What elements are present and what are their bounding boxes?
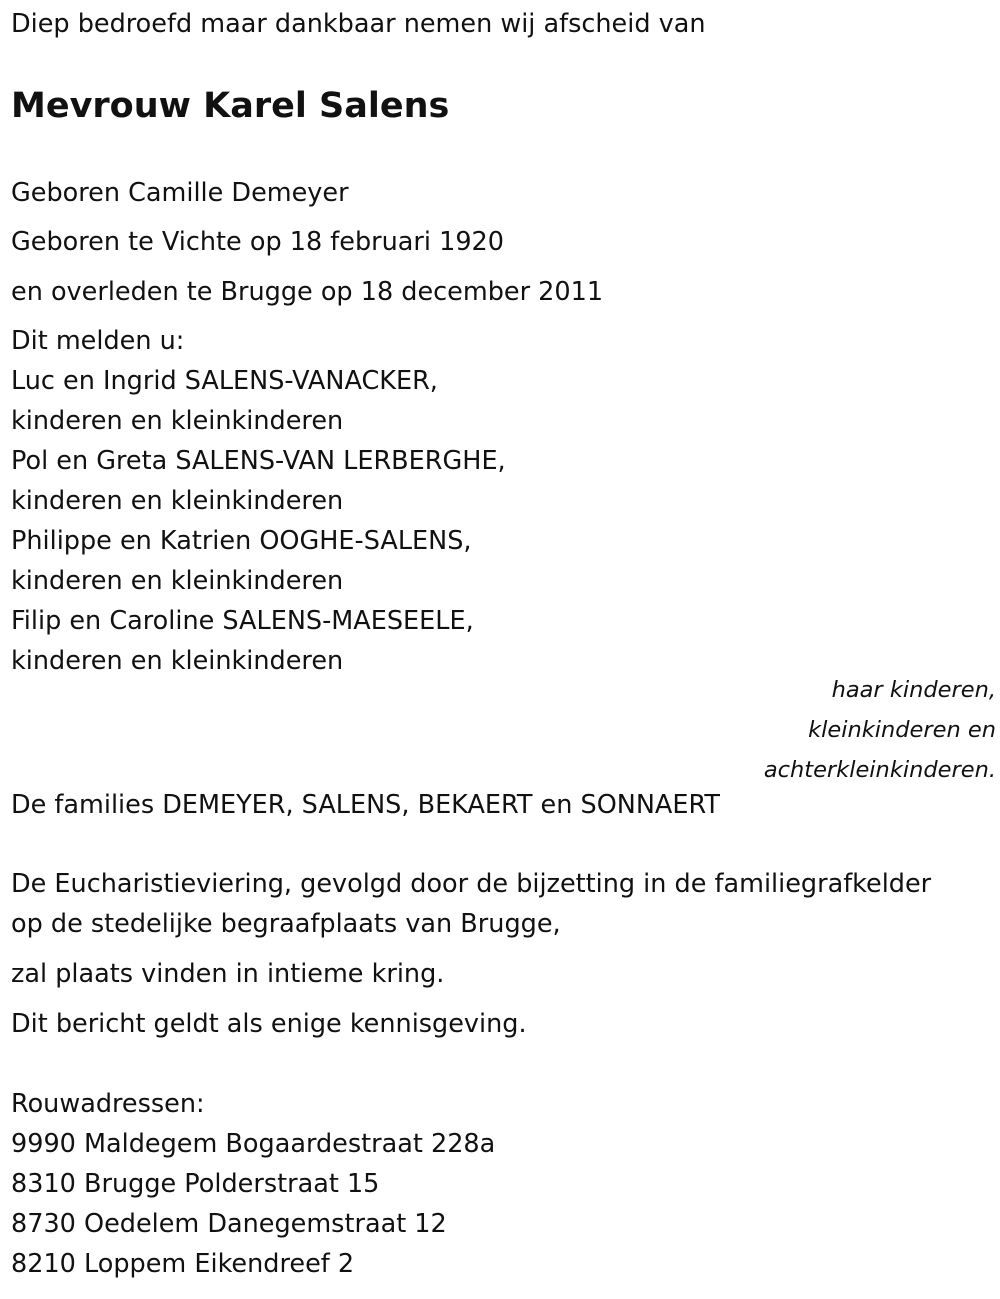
relation-line: haar kinderen, [831,677,996,703]
birth-info: Geboren te Vichte op 18 februari 1920 [11,227,504,257]
address-line: 8210 Loppem Eikendreef 2 [11,1249,355,1279]
family-line: Pol en Greta SALENS-VAN LERBERGHE, [11,446,506,476]
family-line: kinderen en kleinkinderen [11,646,344,676]
ceremony-note: zal plaats vinden in intieme kring. [11,959,445,989]
families-line: De families DEMEYER, SALENS, BEKAERT en SONNAERT [11,790,720,820]
address-line: 8730 Oedelem Danegemstraat 12 [11,1209,447,1239]
family-line: kinderen en kleinkinderen [11,566,344,596]
family-line: Filip en Caroline SALENS-MAESEELE, [11,606,474,636]
intro-text: Diep bedroefd maar dankbaar nemen wij afscheid van [11,9,706,39]
announcers-intro: Dit melden u: [11,326,185,356]
address-line: 9990 Maldegem Bogaardestraat 228a [11,1129,496,1159]
death-info: en overleden te Brugge op 18 december 2011 [11,277,604,307]
relation-line: kleinkinderen en [808,717,996,743]
family-line: kinderen en kleinkinderen [11,486,344,516]
born-name: Geboren Camille Demeyer [11,178,349,208]
relation-block [764,670,996,790]
address-line: 8310 Brugge Polderstraat 15 [11,1169,380,1199]
deceased-name: Mevrouw Karel Salens [11,86,450,126]
addresses-title: Rouwadressen: [11,1089,205,1119]
family-line: kinderen en kleinkinderen [11,406,344,436]
ceremony-line: op de stedelijke begraafplaats van Brugge, [11,909,561,939]
notice-text: Dit bericht geldt als enige kennisgeving. [11,1009,527,1039]
ceremony-line: De Eucharistieviering, gevolgd door de bijzetting in de familiegrafkelder [11,869,932,899]
family-line: Philippe en Katrien OOGHE-SALENS, [11,526,472,556]
family-line: Luc en Ingrid SALENS-VANACKER, [11,366,438,396]
relation-line: achterkleinkinderen. [763,757,996,783]
